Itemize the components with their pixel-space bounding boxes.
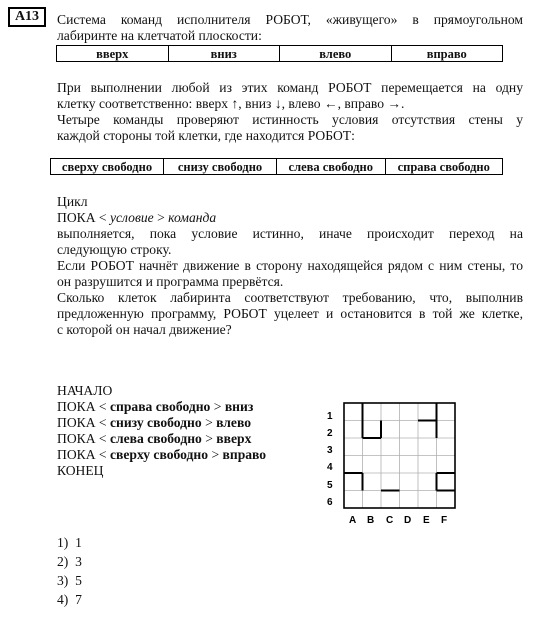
- row-label: 5: [327, 480, 333, 491]
- while-close: >: [210, 399, 225, 414]
- question-line-1: Сколько клеток лабиринта соответствуют требованию, что, выполнив: [57, 290, 523, 305]
- row-label: 1: [327, 411, 333, 422]
- loop-syntax-condition: условие: [109, 210, 154, 225]
- answer-value: 1: [75, 535, 82, 550]
- check-commands-table: [50, 158, 503, 175]
- program-action-2: влево: [216, 415, 252, 430]
- loop-syntax-prefix: ПОКА <: [57, 210, 110, 225]
- col-label: A: [349, 515, 357, 526]
- move-text-line-4: каждой стороны той клетки, где находится РОБОТ:: [57, 128, 355, 143]
- row-label: 3: [327, 445, 333, 456]
- program-line-1: [57, 399, 253, 415]
- col-label: C: [386, 515, 394, 526]
- while-open: ПОКА <: [57, 415, 110, 430]
- loop-syntax-command: команда: [168, 210, 217, 225]
- maze-figure: [318, 402, 468, 528]
- program-action-3: вверх: [216, 431, 252, 446]
- row-label: 4: [327, 462, 333, 473]
- answer-option-1[interactable]: [57, 533, 82, 552]
- intro-line-2: лабиринте на клетчатой плоскости:: [57, 28, 262, 43]
- program-line-4: [57, 447, 266, 463]
- intro-line-1: Система команд исполнителя РОБОТ, «живущего» в прямоугольном: [57, 12, 523, 27]
- answer-option-2[interactable]: [57, 552, 82, 571]
- col-label: F: [441, 515, 448, 526]
- while-close: >: [201, 415, 217, 430]
- move-text-line-3: Четыре команды проверяют истинность условия отсутствия стены у: [57, 112, 523, 127]
- move-text-line-2: клетку соответственно: вверх ↑, вниз ↓, влево ←, вправо →.: [57, 96, 405, 111]
- cmd-up: вверх: [57, 46, 169, 62]
- program-condition-2: снизу свободно: [109, 415, 202, 430]
- program-condition-4: сверху свободно: [109, 447, 209, 462]
- move-text-line-1: При выполнении любой из этих команд РОБОТ перемещается на одну: [57, 80, 523, 95]
- loop-syntax: [57, 210, 523, 226]
- program-line-3: [57, 431, 251, 447]
- cmd-down: вниз: [168, 46, 280, 62]
- answer-number: 2): [57, 554, 69, 569]
- loop-desc-2: следующую строку.: [57, 242, 172, 257]
- answer-option-4[interactable]: [57, 590, 82, 609]
- col-label: B: [367, 515, 375, 526]
- warn-line-1: Если РОБОТ начнёт движение в сторону находящейся рядом с ним стены, то: [57, 258, 523, 273]
- answer-value: 5: [75, 573, 82, 588]
- program-action-1: вниз: [224, 399, 254, 414]
- row-label: 6: [327, 497, 333, 508]
- answer-option-3[interactable]: [57, 571, 82, 590]
- while-open: ПОКА <: [57, 447, 110, 462]
- col-label: D: [404, 515, 412, 526]
- check-up: сверху свободно: [51, 159, 164, 175]
- program-end: КОНЕЦ: [57, 463, 104, 478]
- while-open: ПОКА <: [57, 399, 110, 414]
- while-close: >: [201, 431, 217, 446]
- col-label: E: [423, 515, 430, 526]
- program-action-4: вправо: [222, 447, 267, 462]
- check-left: слева свободно: [277, 159, 386, 175]
- task-number-label: A13: [8, 7, 46, 27]
- check-right: справа свободно: [385, 159, 503, 175]
- question-line-3: с которой он начал движение?: [57, 322, 232, 337]
- program-condition-3: слева свободно: [109, 431, 202, 446]
- answer-number: 4): [57, 592, 69, 607]
- check-down: снизу свободно: [164, 159, 277, 175]
- loop-syntax-mid: >: [153, 210, 169, 225]
- while-close: >: [208, 447, 223, 462]
- answer-number: 1): [57, 535, 69, 550]
- loop-desc-1: выполняется, пока условие истинно, иначе происходит переход на: [57, 226, 523, 241]
- cmd-left: влево: [280, 46, 392, 62]
- move-commands-table: [56, 45, 503, 62]
- question-line-2: предложенную программу, РОБОТ уцелеет и остановится в той же клетке,: [57, 306, 523, 321]
- cmd-right: вправо: [391, 46, 503, 62]
- maze-grid: [318, 402, 468, 528]
- answer-number: 3): [57, 573, 69, 588]
- while-open: ПОКА <: [57, 431, 110, 446]
- answer-value: 3: [75, 554, 82, 569]
- loop-title: Цикл: [57, 194, 88, 209]
- answer-value: 7: [75, 592, 82, 607]
- program-condition-1: справа свободно: [109, 399, 211, 414]
- program-line-2: [57, 415, 251, 431]
- warn-line-2: он разрушится и программа прервётся.: [57, 274, 284, 289]
- row-label: 2: [327, 428, 333, 439]
- program-begin: НАЧАЛО: [57, 383, 113, 398]
